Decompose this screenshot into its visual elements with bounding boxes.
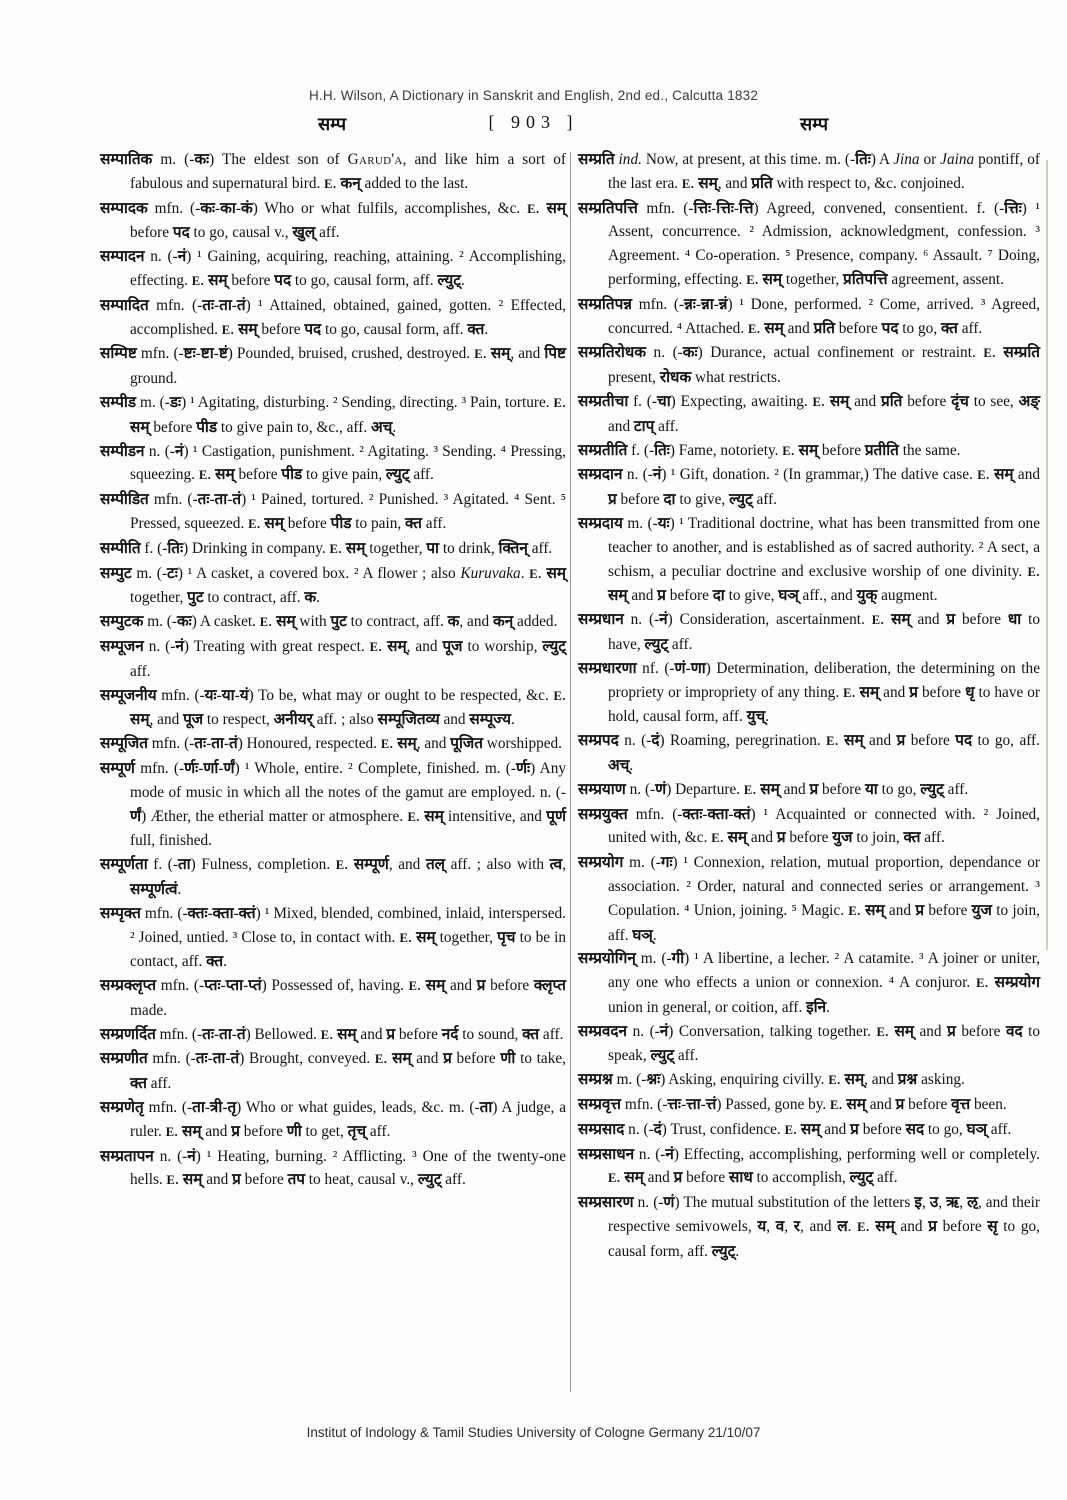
scan-footer: Institut of Indology & Tamil Studies University of Cologne Germany 21/10/07 [306, 1425, 761, 1440]
dictionary-entry: सम्प्रवदन n. (-नं) Conversation, talking together. E. सम् and प्र before वद to speak, ल्युट् aff. [578, 1022, 1040, 1065]
entry-headword: सम्प्रक्लृप्त [100, 977, 157, 995]
dictionary-entry: सम्पूजित mfn. (-तः-ता-तं) Honoured, respected. E. सम्, and पूजित worshipped. [100, 735, 563, 753]
entry-headword: सम्प्रसारण [578, 1194, 634, 1212]
entry-headword: सम्प्रयोग [578, 854, 624, 872]
entry-headword: सम्प्रपद [578, 732, 619, 750]
dictionary-entry: सम्प्रपद n. (-दं) Roaming, peregrination. E. सम् and प्र before पद to go, aff. अच्. [578, 732, 1040, 774]
entry-headword: सम्प्रवदन [578, 1022, 628, 1040]
dictionary-entry: सम्प्रयोगिन् m. (-गी) ¹ A libertine, a lecher. ² A catamite. ³ A joiner or uniter, any one who effects a union or connexion. ⁴ A conjuror. E. सम्प्रयोग union in general, or coition, aff. इनि. [578, 950, 1040, 1016]
entry-headword: सम्प्रणेतृ [100, 1099, 144, 1117]
entry-headword: सम्पादक [100, 199, 148, 217]
entry-headword: सम्प्रयाण [578, 780, 626, 798]
entry-headword: सम्प्रदान [578, 466, 623, 484]
entry-headword: सम्प्रतिरोधक [578, 344, 646, 362]
page-header-row [0, 112, 1067, 142]
dictionary-entry: सम्पादित mfn. (-तः-ता-तं) ¹ Attained, obtained, gained, gotten. ² Effected, accomplished. E. सम् before पद to go, causal form, aff. क्त. [100, 296, 566, 338]
dictionary-entry: सम्प्रति ind. Now, at present, at this time. m. (-तिः) A Jina or Jaina pontiff, of the last era. E. सम्, and प्रति with respect to, &c. conjoined. [578, 151, 1040, 192]
entry-headword: सम्प्रतीचा [578, 392, 629, 410]
page-number: [ 903 ] [488, 112, 579, 132]
dictionary-entry: सम्पूजनीय mfn. (-यः-या-यं) To be, what may or ought to be respected, &c. E. सम्, and पूज to respect, अनीयर् aff. ; also सम्पूजितव्य and सम्पूज्य. [100, 686, 566, 729]
dictionary-entry: सम्पीति f. (-तिः) Drinking in company. E. सम् together, पा to drink, क्तिन् aff. [100, 539, 553, 557]
right-column [578, 148, 1040, 1264]
entry-headword: सम्प्रधारणा [578, 659, 637, 677]
entry-headword: सम्प्रवृत्त [578, 1096, 621, 1114]
dictionary-entry: सम्प्रयोग m. (-गः) ¹ Connexion, relation, mutual proportion, dependance or association. ² Order, natural and connected series or arrangement. ³ Copulation. ⁴ Union, joining. ⁵ Magic. E. सम् and प्र before युज to join, aff. घञ्. [578, 854, 1040, 944]
entry-headword: सम्प्रतिपत्ति [578, 199, 638, 217]
entry-headword: सम्पूजन [100, 637, 144, 655]
dictionary-entry: सम्पिष्ट mfn. (-ष्टः-ष्टा-ष्टं) Pounded, bruised, crushed, destroyed. E. सम्, and पिष्ट ground. [100, 345, 566, 388]
dictionary-entry: सम्प्रवृत्त mfn. (-त्तः-त्ता-त्तं) Passed, gone by. E. सम् and प्र before वृत्त been. [578, 1096, 1007, 1114]
page-edge-rule [1046, 160, 1048, 950]
entry-headword: सम्पुटक [100, 613, 144, 631]
dictionary-entry: सम्प्रसाद n. (-दं) Trust, confidence. E. सम् and प्र before सद to go, घञ् aff. [578, 1120, 1012, 1138]
dictionary-entry: सम्पीड m. (-डः) ¹ Agitating, disturbing. ² Sending, directing. ³ Pain, torture. E. सम् before पीड to give pain to, &c., aff. अच्. [100, 393, 566, 436]
dictionary-entry: सम्प्रदान n. (-नं) ¹ Gift, donation. ² (In grammar,) The dative case. E. सम् and प्र before दा to give, ल्युट् aff. [578, 466, 1040, 509]
dictionary-entry: सम्प्रतीति f. (-तिः) Fame, notoriety. E. सम् before प्रतीति the same. [578, 441, 961, 459]
dictionary-entry: सम्पुटक m. (-कः) A casket. E. सम् with पुट to contract, aff. क, and कन् added. [100, 613, 558, 631]
dictionary-entry: सम्प्रणर्दित mfn. (-तः-ता-तं) Bellowed. E. सम् and प्र before नर्द to sound, क्त aff. [100, 1025, 564, 1043]
column-divider-rule [570, 152, 571, 1392]
dictionary-entry: सम्प्रतिपत्ति mfn. (-त्तिः-त्तिः-त्ति) Agreed, convened, consentient. f. (-त्तिः) ¹ Assent, concurrence. ² Admission, acknowledgment, confession. ³ Agreement. ⁴ Co-operation. ⁵ Presence, company. ⁶ Assault. ⁷ Doing, performing, effecting. E. सम् together, प्रतिपत्ति agreement, assent. [578, 199, 1040, 288]
entry-headword: सम्पुट [100, 564, 132, 582]
entry-headword: सम्प्रति [578, 151, 615, 168]
dictionary-entry: सम्पीडन n. (-नं) ¹ Castigation, punishment. ² Agitating. ³ Sending. ⁴ Pressing, squeezing. E. सम् before पीड to give pain, ल्युट् aff. [100, 442, 566, 484]
entry-headword: सम्पूजित [100, 735, 148, 753]
entry-headword: सम्प्रदाय [578, 514, 623, 532]
dictionary-entry: सम्प्रतापन n. (-नं) ¹ Heating, burning. ² Afflicting. ³ One of the twenty-one hells. E. सम् and प्र before तप to heat, causal v., ल्युट् aff. [100, 1147, 566, 1189]
dictionary-entry: सम्प्रयुक्त mfn. (-क्तः-क्ता-क्तं) ¹ Acquainted or connected with. ² Joined, united with, &c. E. सम् and प्र before युज to join, क्त aff. [578, 805, 1040, 847]
entry-headword: सम्पीडित [100, 491, 149, 509]
entry-headword: सम्प्रश्न [578, 1071, 613, 1089]
entry-headword: सम्प्रतिपन्न [578, 295, 633, 313]
scan-attribution: H.H. Wilson, A Dictionary in Sanskrit and English, 2nd ed., Calcutta 1832 [308, 88, 759, 103]
entry-headword: सम्पूजनीय [100, 686, 157, 704]
dictionary-entry: सम्प्रतिपन्न mfn. (-न्नः-न्ना-न्नं) ¹ Done, performed. ² Come, arrived. ³ Agreed, concurred. ⁴ Attached. E. सम् and प्रति before पद to go, क्त aff. [578, 295, 1040, 337]
entry-headword: सम्प्रयुक्त [578, 805, 628, 823]
dictionary-entry: सम्प्रतीचा f. (-चा) Expecting, awaiting. E. सम् and प्रति before दृंच to see, अङ् and टाप् aff. [578, 392, 1040, 435]
entry-headword: सम्प्रतीति [578, 441, 628, 459]
entry-headword: सम्पीति [100, 539, 141, 557]
entry-headword: सम्पृक्त [100, 904, 141, 922]
entry-headword: सम्पीडन [100, 442, 145, 460]
entry-headword: सम्पूर्ण [100, 759, 135, 777]
dictionary-entry: सम्पीडित mfn. (-तः-ता-तं) ¹ Pained, tortured. ² Punished. ³ Agitated. ⁴ Sent. ⁵ Pressed, squeezed. E. सम् before पीड to pain, क्त aff. [100, 491, 566, 532]
dictionary-entry: सम्पूर्णता f. (-ता) Fulness, completion. E. सम्पूर्ण, and तल् aff. ; also with त्व, सम्पूर्णत्वं. [100, 856, 567, 898]
left-catchword: सम्प [318, 114, 347, 134]
dictionary-entry: सम्प्रधारणा nf. (-णं-णा) Determination, deliberation, the determining on the propriety or impropriety of any thing. E. सम् and प्र before धृ to have or hold, causal form, aff. युच्. [578, 659, 1041, 726]
dictionary-entry: सम्प्रदाय m. (-यः) ¹ Traditional doctrine, what has been transmitted from one teacher to another, and is established as of sacred authority. ² A sect, a schism, a peculiar doctrine and exclusive worship of one divinity. E. सम् and प्र before दा to give, घञ् aff., and युक् augment. [578, 514, 1040, 605]
entry-headword: सम्प्रणीत [100, 1050, 148, 1068]
dictionary-entry: सम्पादक mfn. (-कः-का-कं) Who or what fulfils, accomplishes, &c. E. सम् before पद to go, causal v., खुल् aff. [100, 199, 566, 242]
right-catchword: सम्प [800, 114, 829, 134]
dictionary-entry: सम्पुट m. (-टः) ¹ A casket, a covered box. ² A flower ; also Kuruvaka. E. सम् together, पुट to contract, aff. क. [100, 564, 567, 607]
dictionary-entry: सम्प्रणेतृ mfn. (-ता-त्री-तृ) Who or what guides, leads, &c. m. (-ता) A judge, a ruler. E. सम् and प्र before णी to get, तृच् aff. [100, 1099, 566, 1140]
entry-headword: सम्पादित [100, 296, 149, 314]
entry-headword: सम्प्रसाद [578, 1120, 625, 1138]
dictionary-entry: सम्पूजन n. (-नं) Treating with great respect. E. सम्, and पूज to worship, ल्युट् aff. [100, 637, 566, 680]
dictionary-entry: सम्पूर्ण mfn. (-र्णः-र्णा-र्णं) ¹ Whole, entire. ² Complete, finished. m. (-र्णः) Any mode of music in which all the notes of the gamut are employed. n. (-र्णं) Æther, the etherial matter or atmosphere. E. सम् intensitive, and पूर्ण full, finished. [100, 759, 566, 850]
dictionary-entry: सम्प्रश्न m. (-श्नः) Asking, enquiring civilly. E. सम्, and प्रश्न asking. [578, 1071, 965, 1089]
entry-headword: सम्पीड [100, 393, 137, 411]
dictionary-entry: सम्पातिक m. (-कः) The eldest son of Garud'a, and like him a sort of fabulous and supernatural bird. E. कन् added to the last. [100, 151, 566, 192]
entry-headword: सम्पिष्ट [100, 345, 137, 363]
entry-headword: सम्प्रसाधन [578, 1145, 635, 1163]
dictionary-entry: सम्प्रणीत mfn. (-तः-ता-तं) Brought, conveyed. E. सम् and प्र before णी to take, क्त aff. [100, 1050, 566, 1093]
dictionary-entry: सम्प्रधान n. (-नं) Consideration, ascertainment. E. सम् and प्र before धा to have, ल्युट् aff. [578, 611, 1040, 653]
dictionary-entry: सम्पृक्त mfn. (-क्तः-क्ता-क्तं) ¹ Mixed, blended, combined, inlaid, interspersed. ² Joined, untied. ³ Close to, in contact with. E. सम् together, पृच to be in contact, aff. क्त. [100, 904, 566, 971]
left-column [100, 148, 566, 1193]
entry-headword: सम्प्रतापन [100, 1147, 154, 1165]
entry-headword: सम्प्रधान [578, 611, 624, 629]
entry-headword: सम्प्रणर्दित [100, 1025, 156, 1043]
dictionary-entry: सम्पादन n. (-नं) ¹ Gaining, acquiring, reaching, attaining. ² Accomplishing, effecting. E. सम् before पद to go, causal form, aff. ल्युट्. [100, 248, 567, 289]
entry-headword: सम्प्रयोगिन् [578, 950, 636, 968]
dictionary-entry: सम्प्रयाण n. (-णं) Departure. E. सम् and प्र before या to go, ल्युट् aff. [578, 780, 969, 798]
entry-headword: सम्पातिक [100, 151, 153, 168]
entry-headword: सम्पादन [100, 248, 145, 266]
dictionary-entry: सम्प्रसाधन n. (-नं) Effecting, accomplishing, performing well or completely. E. सम् and प्र before साध to accomplish, ल्युट् aff. [578, 1145, 1041, 1187]
dictionary-entry: सम्प्रतिरोधक n. (-कः) Durance, actual confinement or restraint. E. सम्प्रति present, रोधक what restricts. [578, 344, 1041, 387]
entry-headword: सम्पूर्णता [100, 856, 148, 874]
dictionary-entry: सम्प्रसारण n. (-णं) The mutual substitution of the letters इ, उ, ऋ, ऌ, and their respective semivowels, य, व, र, and ल. E. सम् and प्र before सृ to go, causal form, aff. ल्युट्. [578, 1194, 1040, 1260]
dictionary-entry: सम्प्रक्लृप्त mfn. (-प्तः-प्ता-प्तं) Possessed of, having. E. सम् and प्र before क्लृप्त made. [100, 977, 566, 1019]
